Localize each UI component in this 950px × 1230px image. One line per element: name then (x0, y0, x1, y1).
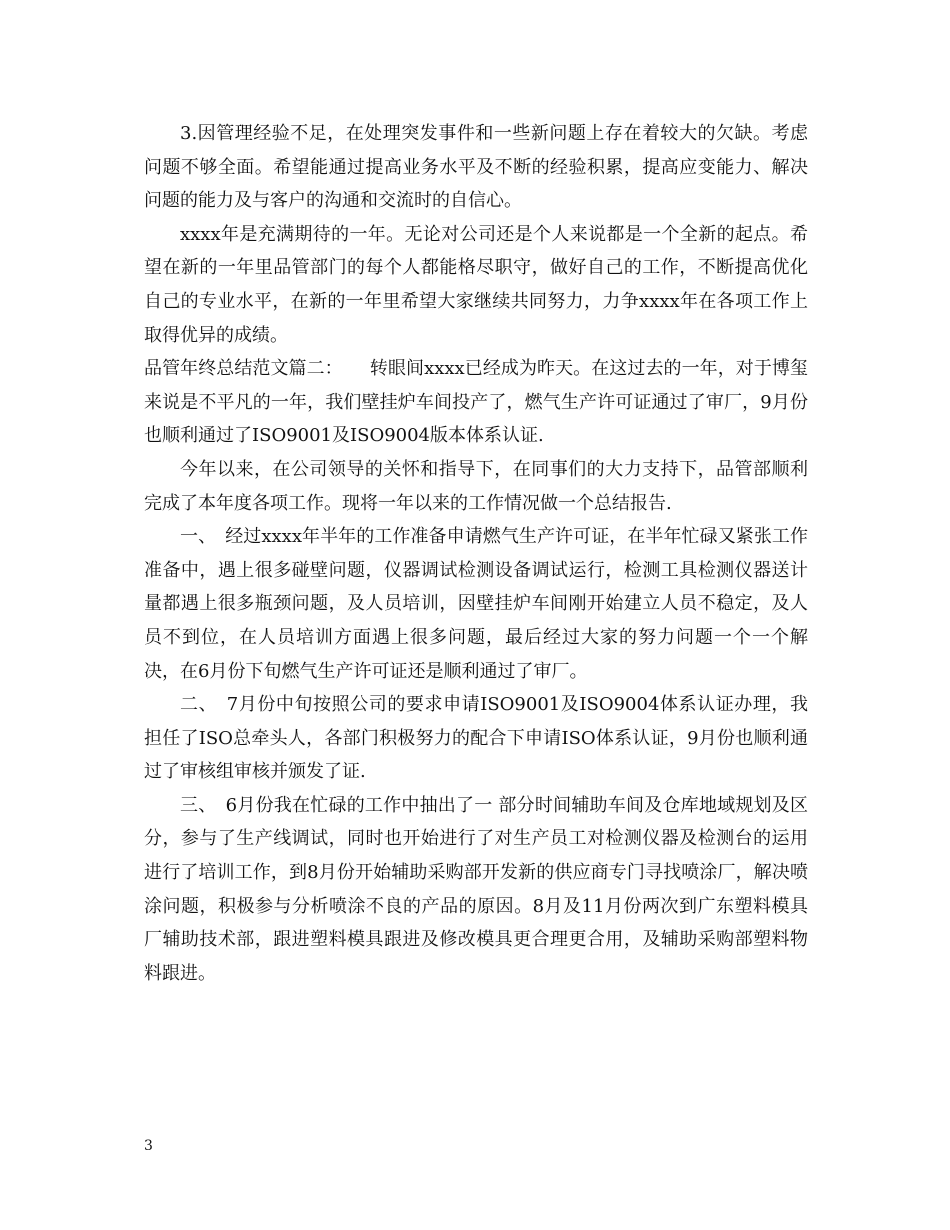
page-number: 3 (144, 1138, 153, 1154)
paragraph-item-three: 三、 6月份我在忙碌的工作中抽出了一 部分时间辅助车间及仓库地域规划及区分，参与了生产线调试，同时也开始进行了对生产员工对检测仪器及检测台的运用进行了培训工作，到8月份开始辅助采购部开发新的供应商专门寻找喷涂厂，解决喷涂问题，积极参与分析喷涂不良的产品的原因。8月及11月份两次到广东塑料模具厂辅助技术部，跟进塑料模具跟进及修改模具更合理更合用，及辅助采购部塑料物料跟进。 (144, 794, 808, 984)
paragraph-new-year-outlook: xxxx年是充满期待的一年。无论对公司还是个人来说都是一个全新的起点。希望在新的一年里品管部门的每个人都能格尽职守，做好自己的工作，不断提高优化自己的专业水平，在新的一年里希望大家继续共同努力，力争xxxx年在各项工作上取得优异的成绩。 (144, 223, 808, 346)
paragraph-management-experience: 3.因管理经验不足，在处理突发事件和一些新问题上存在着较大的欠缺。考虑问题不够全面。希望能通过提高业务水平及不断的经验积累，提高应变能力、解决问题的能力及与客户的沟通和交流时的自信心。 (144, 123, 808, 212)
paragraph-article-two-intro: 品管年终总结范文篇二： 转眼间xxxx已经成为昨天。在这过去的一年，对于博玺来说是不平凡的一年，我们壁挂炉车间投产了，燃气生产许可证通过了审厂，9月份也顺利通过了ISO9001及ISO9004版本体系认证. (144, 358, 808, 447)
document-body (144, 117, 808, 990)
paragraph-item-one: 一、 经过xxxx年半年的工作准备申请燃气生产许可证，在半年忙碌又紧张工作准备中，遇上很多碰壁问题，仪器调试检测设备调试运行，检测工具检测仪器送计量都遇上很多瓶颈问题，及人员培训，因壁挂炉车间刚开始建立人员不稳定，及人员不到位，在人员培训方面遇上很多问题，最后经过大家的努力问题一个一个解决，在6月份下旬燃气生产许可证还是顺利通过了审厂。 (144, 526, 808, 682)
paragraph-summary-report: 今年以来，在公司领导的关怀和指导下，在同事们的大力支持下，品管部顺利完成了本年度各项工作。现将一年以来的工作情况做一个总结报告. (144, 458, 808, 514)
paragraph-item-two: 二、 7月份中旬按照公司的要求申请ISO9001及ISO9004体系认证办理，我担任了ISO总牵头人，各部门积极努力的配合下申请ISO体系认证，9月份也顺利通过了审核组审核并颁发了证. (144, 694, 808, 783)
